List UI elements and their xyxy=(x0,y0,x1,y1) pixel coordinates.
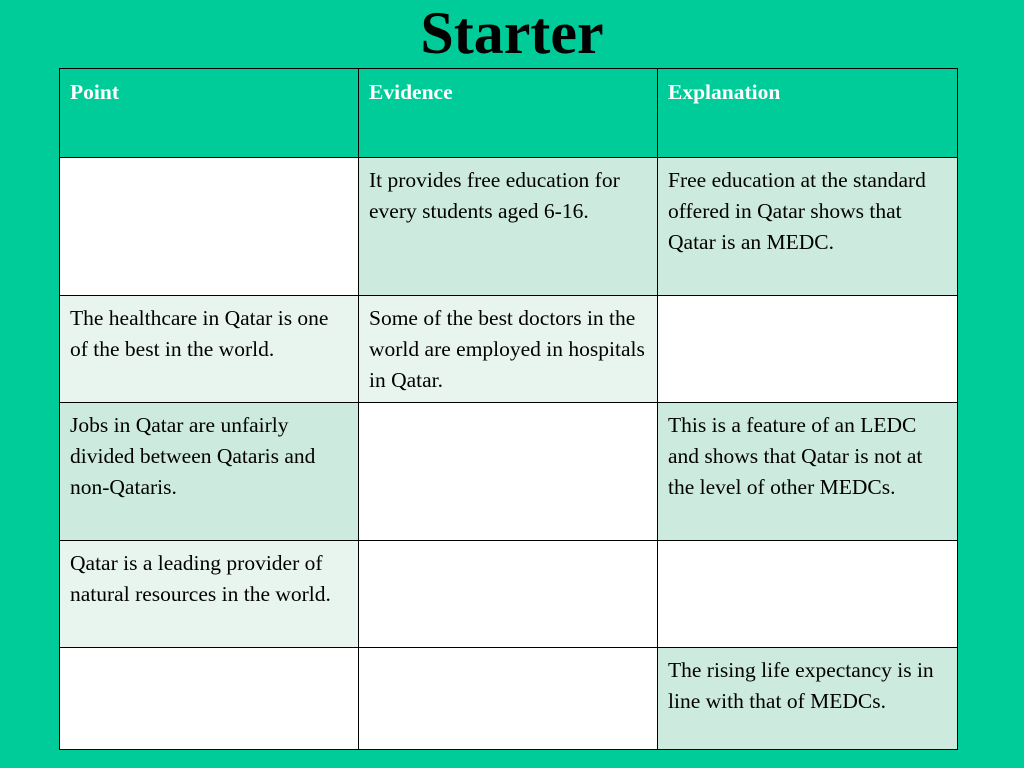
point-cell[interactable]: The healthcare in Qatar is one of the best in the world. xyxy=(60,296,359,403)
table-row xyxy=(60,648,958,750)
explanation-cell[interactable]: The rising life expectancy is in line with that of MEDCs. xyxy=(658,648,958,750)
table-row xyxy=(60,296,958,403)
evidence-cell[interactable]: Some of the best doctors in the world are employed in hospitals in Qatar. xyxy=(359,296,658,403)
point-cell[interactable] xyxy=(60,648,359,750)
evidence-cell[interactable]: It provides free education for every students aged 6-16. xyxy=(359,158,658,296)
explanation-cell[interactable]: This is a feature of an LEDC and shows that Qatar is not at the level of other MEDCs. xyxy=(658,403,958,541)
explanation-cell[interactable] xyxy=(658,296,958,403)
explanation-cell[interactable] xyxy=(658,541,958,648)
table-row xyxy=(60,541,958,648)
point-cell[interactable]: Qatar is a leading provider of natural resources in the world. xyxy=(60,541,359,648)
evidence-cell[interactable] xyxy=(359,648,658,750)
explanation-cell[interactable]: Free education at the standard offered in Qatar shows that Qatar is an MEDC. xyxy=(658,158,958,296)
point-cell[interactable] xyxy=(60,158,359,296)
evidence-cell[interactable] xyxy=(359,541,658,648)
header-explanation: Explanation xyxy=(658,69,958,158)
point-cell[interactable]: Jobs in Qatar are unfairly divided between Qataris and non-Qataris. xyxy=(60,403,359,541)
table-row xyxy=(60,158,958,296)
pee-table xyxy=(59,68,958,750)
table-header-row xyxy=(60,69,958,158)
header-evidence: Evidence xyxy=(359,69,658,158)
header-point: Point xyxy=(60,69,359,158)
slide-title: Starter xyxy=(420,0,604,66)
table-row xyxy=(60,403,958,541)
evidence-cell[interactable] xyxy=(359,403,658,541)
